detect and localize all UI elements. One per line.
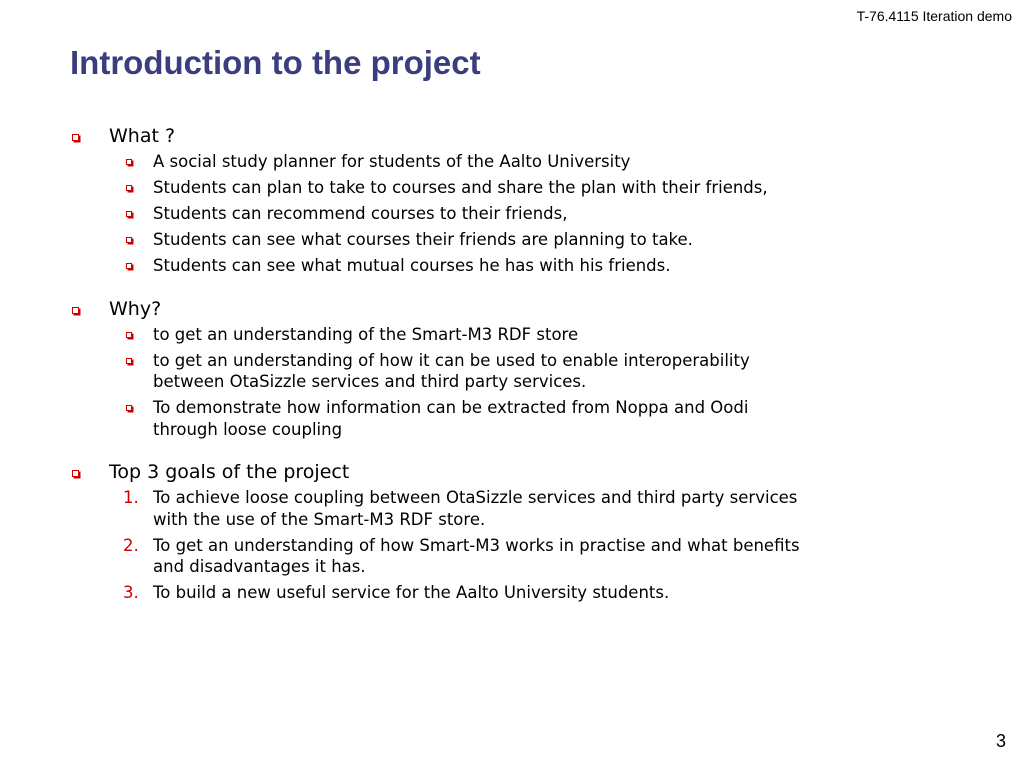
list-item-text-line: with the use of the Smart-M3 RDF store. xyxy=(153,509,486,529)
list-item-text-line: between OtaSizzle services and third party services. xyxy=(153,372,587,391)
list-item-text-line: to get an understanding of how it can be used to enable interoperability xyxy=(153,350,750,370)
list-item-text-line: To achieve loose coupling between OtaSizzle services and third party services xyxy=(153,488,798,507)
list-item-text: Students can see what mutual courses he has with his friends. xyxy=(153,256,671,275)
list-item xyxy=(70,177,970,199)
square-bullet-icon xyxy=(126,263,132,269)
bullet-item-what xyxy=(70,124,970,148)
square-bullet-icon xyxy=(72,307,79,314)
list-item xyxy=(70,397,970,440)
item-number: 2. xyxy=(123,535,139,555)
list-item xyxy=(70,229,970,251)
bullet-item-goals xyxy=(70,460,970,484)
section-goals xyxy=(70,460,970,604)
square-bullet-icon xyxy=(72,470,79,477)
list-item-text: Students can see what courses their friends are planning to take. xyxy=(153,230,693,249)
sub-list xyxy=(70,151,970,277)
numbered-item xyxy=(70,487,970,530)
square-bullet-icon xyxy=(126,185,132,191)
section-label: Top 3 goals of the project xyxy=(109,461,350,483)
section-why xyxy=(70,297,970,441)
square-bullet-icon xyxy=(126,332,132,338)
course-label: T-76.4115 Iteration demo xyxy=(856,8,1012,24)
page-number: 3 xyxy=(995,731,1006,751)
list-item xyxy=(70,203,970,225)
list-item-text-line: To demonstrate how information can be extracted from Noppa and Oodi xyxy=(153,398,749,417)
square-bullet-icon xyxy=(126,211,132,217)
sub-list xyxy=(70,324,970,441)
list-item xyxy=(70,324,970,346)
list-item-text: Students can recommend courses to their friends, xyxy=(153,204,568,223)
section-label: Why? xyxy=(109,297,162,320)
square-bullet-icon xyxy=(126,159,132,165)
slide-content xyxy=(70,124,970,624)
list-item-text-line: To get an understanding of how Smart-M3 works in practise and what benefits xyxy=(153,535,800,555)
section-what xyxy=(70,124,970,277)
list-item-text: A social study planner for students of the Aalto University xyxy=(153,152,631,171)
square-bullet-icon xyxy=(126,358,132,364)
list-item xyxy=(70,350,970,393)
list-item-text: to get an understanding of the Smart-M3 RDF store xyxy=(153,324,579,344)
bullet-item-why xyxy=(70,297,970,321)
slide-title: Introduction to the project xyxy=(70,44,481,81)
square-bullet-icon xyxy=(126,237,132,243)
numbered-list xyxy=(70,487,970,604)
item-number: 1. xyxy=(123,488,139,507)
list-item-text-line: and disadvantages it has. xyxy=(153,557,366,576)
list-item xyxy=(70,151,970,173)
numbered-item xyxy=(70,582,970,604)
item-number: 3. xyxy=(123,583,139,602)
numbered-item xyxy=(70,535,970,578)
section-label: What ? xyxy=(109,125,176,147)
list-item xyxy=(70,255,970,277)
list-item-text-line: To build a new useful service for the Aalto University students. xyxy=(153,583,670,602)
square-bullet-icon xyxy=(72,134,79,141)
square-bullet-icon xyxy=(126,405,132,411)
list-item-text-line: through loose coupling xyxy=(153,419,343,439)
list-item-text: Students can plan to take to courses and share the plan with their friends, xyxy=(153,178,768,197)
